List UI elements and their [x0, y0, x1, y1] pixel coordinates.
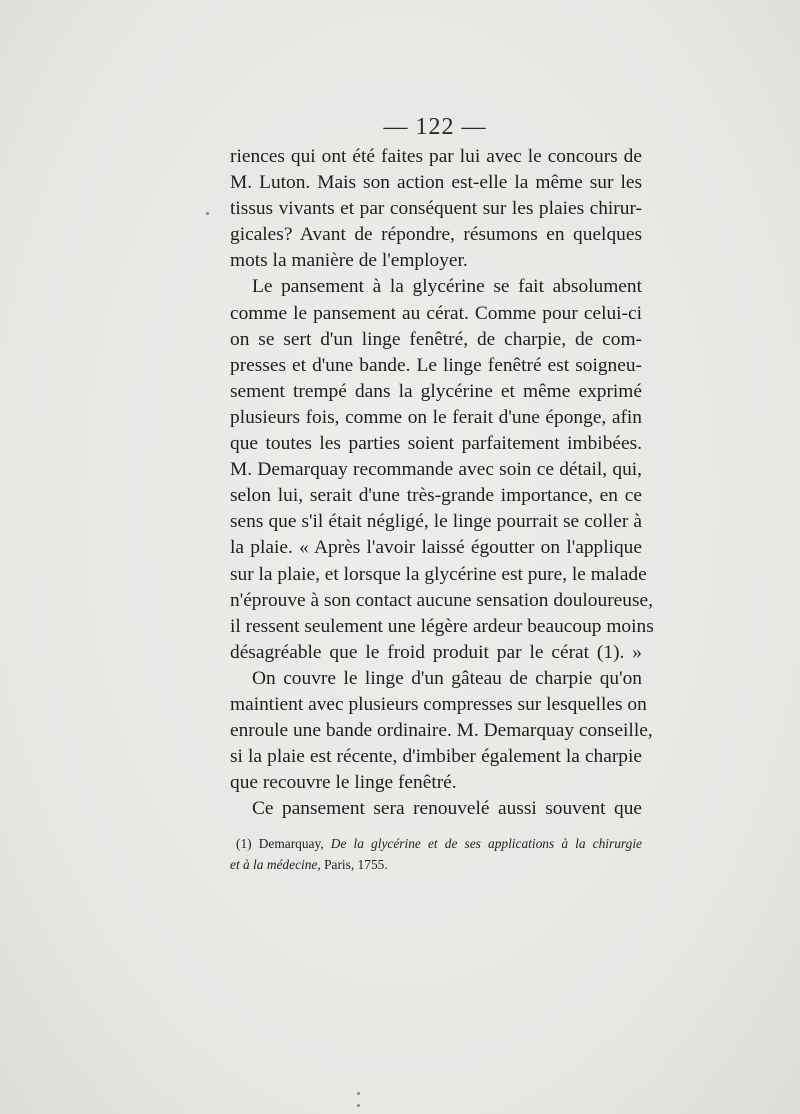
text-line: Le pansement à la glycérine se fait absolument [252, 276, 642, 298]
text-line: tissus vivants et par conséquent sur les plaies chirur- [230, 198, 642, 220]
footnote-publication: , Paris, 1755. [317, 857, 388, 872]
footnote-title: De la glycérine et de ses applications à la chirurgie [330, 836, 642, 851]
page-number: — 122 — [383, 114, 487, 140]
text-line: que recouvre le linge fenêtré. [230, 772, 457, 794]
text-line: sement trempé dans la glycérine et même exprimé [230, 380, 642, 402]
text-line: la plaie. « Après l'avoir laissé égoutter on l'applique [230, 537, 642, 559]
text-line: M. Demarquay recommande avec soin ce détail, qui, [230, 459, 642, 481]
text-line: sens que s'il était négligé, le linge pourrait se coller à [230, 511, 642, 533]
body-text [230, 144, 654, 822]
text-line: maintient avec plusieurs compresses sur lesquelles on [230, 693, 647, 715]
text-line: plusieurs fois, comme on le ferait d'une éponge, afin [230, 406, 642, 428]
text-line: selon lui, serait d'une très-grande importance, en ce [230, 485, 642, 507]
text-line: enroule une bande ordinaire. M. Demarquay conseille, [230, 720, 653, 742]
text-line: on se sert d'un linge fenêtré, de charpie, de com- [230, 328, 642, 350]
text-line: si la plaie est récente, d'imbiber également la charpie [230, 746, 642, 768]
text-line: désagréable que le froid produit par le cérat (1). » [230, 641, 642, 663]
paper-speck [357, 1092, 360, 1095]
text-line: il ressent seulement une légère ardeur beaucoup moins [230, 615, 654, 637]
text-line: M. Luton. Mais son action est-elle la même sur les [230, 172, 642, 194]
text-line: On couvre le linge d'un gâteau de charpie qu'on [252, 667, 642, 689]
text-line: que toutes les parties soient parfaitement imbibées. [230, 433, 642, 455]
text-line: gicales? Avant de répondre, résumons en quelques [230, 224, 642, 246]
text-line: Ce pansement sera renouvelé aussi souvent que [252, 798, 642, 820]
footnote-line [230, 854, 642, 875]
paper-speck [206, 212, 209, 215]
text-line: riences qui ont été faites par lui avec le concours de [230, 146, 642, 167]
text-line: sur la plaie, et lorsque la glycérine est pure, le malade [230, 563, 647, 585]
text-line: comme le pansement au cérat. Comme pour celui-ci [230, 302, 642, 324]
text-line: presses et d'une bande. Le linge fenêtré est soigneu- [230, 354, 642, 376]
footnote-line [230, 833, 642, 854]
footnote-citation: (1) Demarquay, [236, 836, 331, 851]
footnote [230, 833, 642, 875]
footnote-title-cont: et à la médecine [230, 857, 318, 872]
paper-speck [357, 1104, 360, 1107]
text-line: n'éprouve à son contact aucune sensation douloureuse, [230, 589, 653, 611]
text-line: mots la manière de l'employer. [230, 250, 468, 272]
